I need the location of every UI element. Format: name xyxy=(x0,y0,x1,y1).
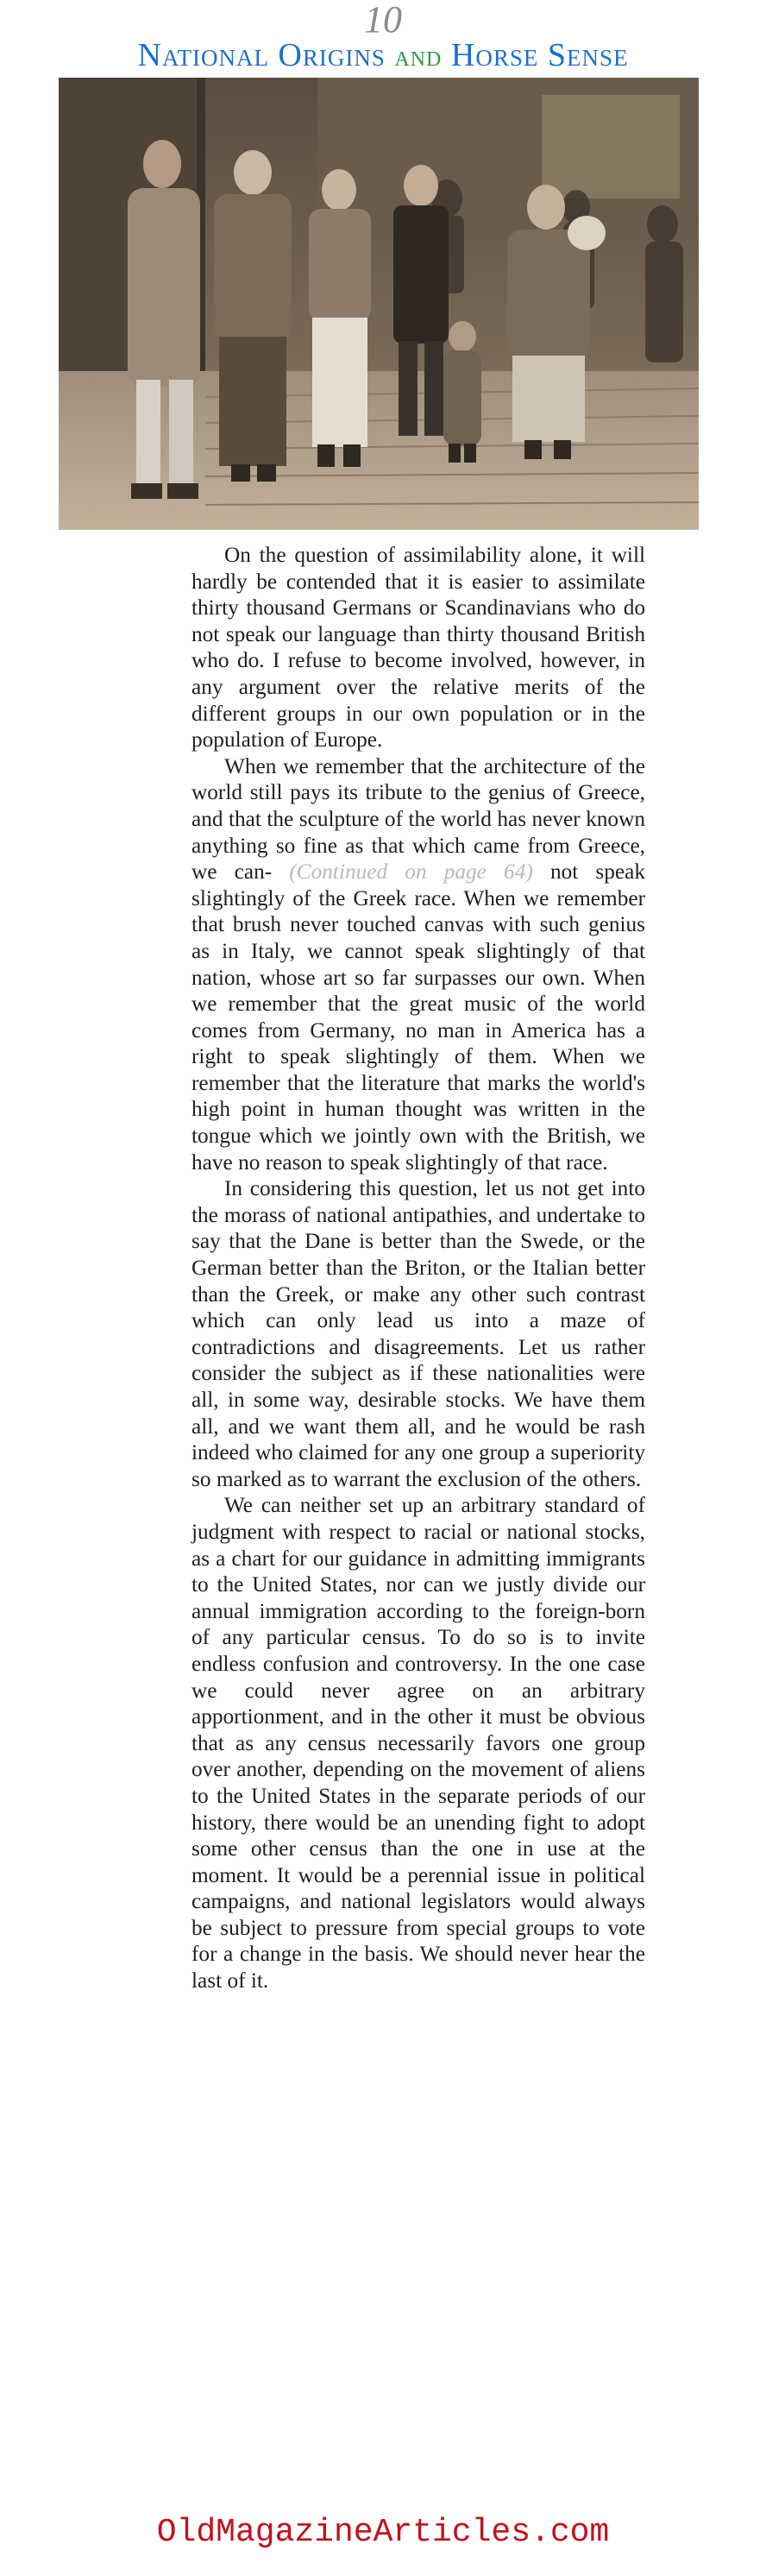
photo-illustration xyxy=(59,78,699,530)
continued-note: (Continued on page 64) xyxy=(289,860,533,885)
paragraph-2 xyxy=(192,753,645,1176)
article-body xyxy=(192,542,645,1994)
title-part-3: Horse Sense xyxy=(450,37,629,73)
site-footer: OldMagazineArticles.com xyxy=(156,2514,610,2551)
immigrant-family-photo xyxy=(59,78,699,530)
paragraph-3: In considering this question, let us not get into the morass of national antipathies, and undertake to say that the Dane is better than the Swede, or the German better than the Briton, or the Italian better than the Greek, or make any other such contrast which can only lead us into a maze of contradictions and disagreements. Let us rather consider the subject as if these nationalities were all, in some way, desirable stocks. We have them all, and we want them all, and he would be rash indeed who claimed for any one group a superiority so marked as to warrant the exclusion of the others. xyxy=(192,1176,645,1491)
title-part-1: National Origins xyxy=(137,37,386,73)
paragraph-4: We can neither set up an arbitrary standard of judgment with respect to racial or national stocks, as a chart for our guidance in admitting immigrants to the United States, nor can we justly divide our annual immigration according to the foreign-born of any particular census. To do so is to invite endless confusion and controversy. In the one case we could never agree on an arbitrary apportionment, and in the other it must be obvious that as any census necessarily favors one group over another, depending on the movement of aliens to the United States in the separate periods of our history, there would be an unending fight to adopt some other census than the one in use at the moment. It would be a perennial issue in political campaigns, and national legislators would always be subject to pressure from special groups to vote for a change in the basis. We should never hear the last of it. xyxy=(192,1493,645,1993)
page-number: 10 xyxy=(364,0,402,41)
paragraph-1: On the question of assimilability alone, it will hardly be contended that it is easier to assimilate thirty thousand Germans or Scandinavians who do not speak our language than thirty thousand British who do. I refuse to become involved, however, in any argument over the relative merits of the different groups in our own population or in the population of Europe. xyxy=(192,543,645,753)
paragraph-2-start: When we remember that the architecture of the world still pays its tribute to the genius of Greece, and that the sculpture of the world has never known anything so fine as that which came from Greece, we can- xyxy=(192,753,645,885)
article-title xyxy=(0,36,766,76)
title-part-2: and xyxy=(394,41,443,72)
paragraph-2-end: not speak slightingly of the Greek race. When we remember that brush never touched canvas with such genius as in Italy, we cannot speak slightingly of that nation, whose art so far surpasses our own. When we remember that the great music of the world comes from Germany, no man in America has a right to speak slightingly of them. When we remember that the literature that marks the world's high point in human thought was written in the tongue which we jointly own with the British, we have no reason to speak slightingly of that race. xyxy=(192,860,646,1175)
